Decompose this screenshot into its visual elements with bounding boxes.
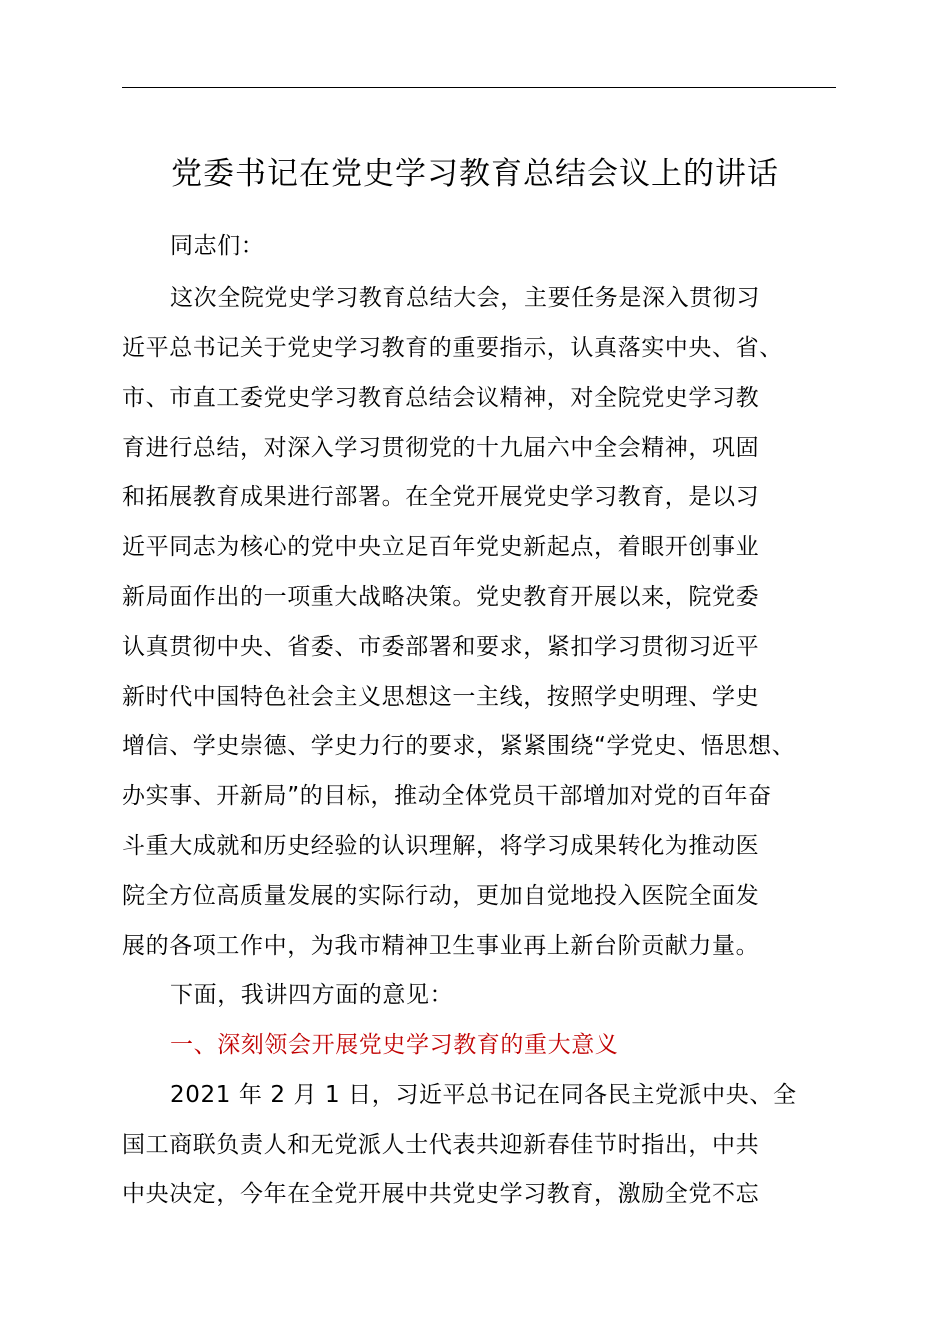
body-line: 下面，我讲四方面的意见： bbox=[170, 982, 454, 1008]
body-line: 增信、学史崇德、学史力行的要求，紧紧围绕“学党史、悟思想、 bbox=[122, 733, 796, 759]
body-line: 办实事、开新局”的目标，推动全体党员干部增加对党的百年奋 bbox=[122, 783, 772, 809]
header-rule bbox=[122, 87, 836, 88]
body-line: 新时代中国特色社会主义思想这一主线，按照学史明理、学史 bbox=[122, 684, 760, 710]
body-line: 2021 年 2 月 1 日，习近平总书记在同各民主党派中央、全 bbox=[170, 1082, 797, 1108]
body-line: 国工商联负责人和无党派人士代表共迎新春佳节时指出，中共 bbox=[122, 1132, 760, 1158]
body-line: 这次全院党史学习教育总结大会，主要任务是深入贯彻习 bbox=[170, 285, 760, 311]
body-line: 院全方位高质量发展的实际行动，更加自觉地投入医院全面发 bbox=[122, 883, 760, 909]
body-line: 展的各项工作中，为我市精神卫生事业再上新台阶贡献力量。 bbox=[122, 933, 760, 959]
salutation: 同志们： bbox=[170, 233, 265, 259]
body-line: 和拓展教育成果进行部署。在全党开展党史学习教育，是以习 bbox=[122, 484, 760, 510]
section-heading: 一、深刻领会开展党史学习教育的重大意义 bbox=[170, 1032, 619, 1058]
body-line: 近平同志为核心的党中央立足百年党史新起点，着眼开创事业 bbox=[122, 534, 760, 560]
body-line: 市、市直工委党史学习教育总结会议精神，对全院党史学习教 bbox=[122, 385, 760, 411]
document-title: 党委书记在党史学习教育总结会议上的讲话 bbox=[171, 156, 779, 192]
body-line: 近平总书记关于党史学习教育的重要指示，认真落实中央、省、 bbox=[122, 335, 783, 361]
body-line: 育进行总结，对深入学习贯彻党的十九届六中全会精神，巩固 bbox=[122, 435, 760, 461]
body-line: 斗重大成就和历史经验的认识理解，将学习成果转化为推动医 bbox=[122, 833, 760, 859]
body-line: 新局面作出的一项重大战略决策。党史教育开展以来，院党委 bbox=[122, 584, 760, 610]
body-line: 认真贯彻中央、省委、市委部署和要求，紧扣学习贯彻习近平 bbox=[122, 634, 760, 660]
body-line: 中央决定，今年在全党开展中共党史学习教育，激励全党不忘 bbox=[122, 1181, 760, 1207]
